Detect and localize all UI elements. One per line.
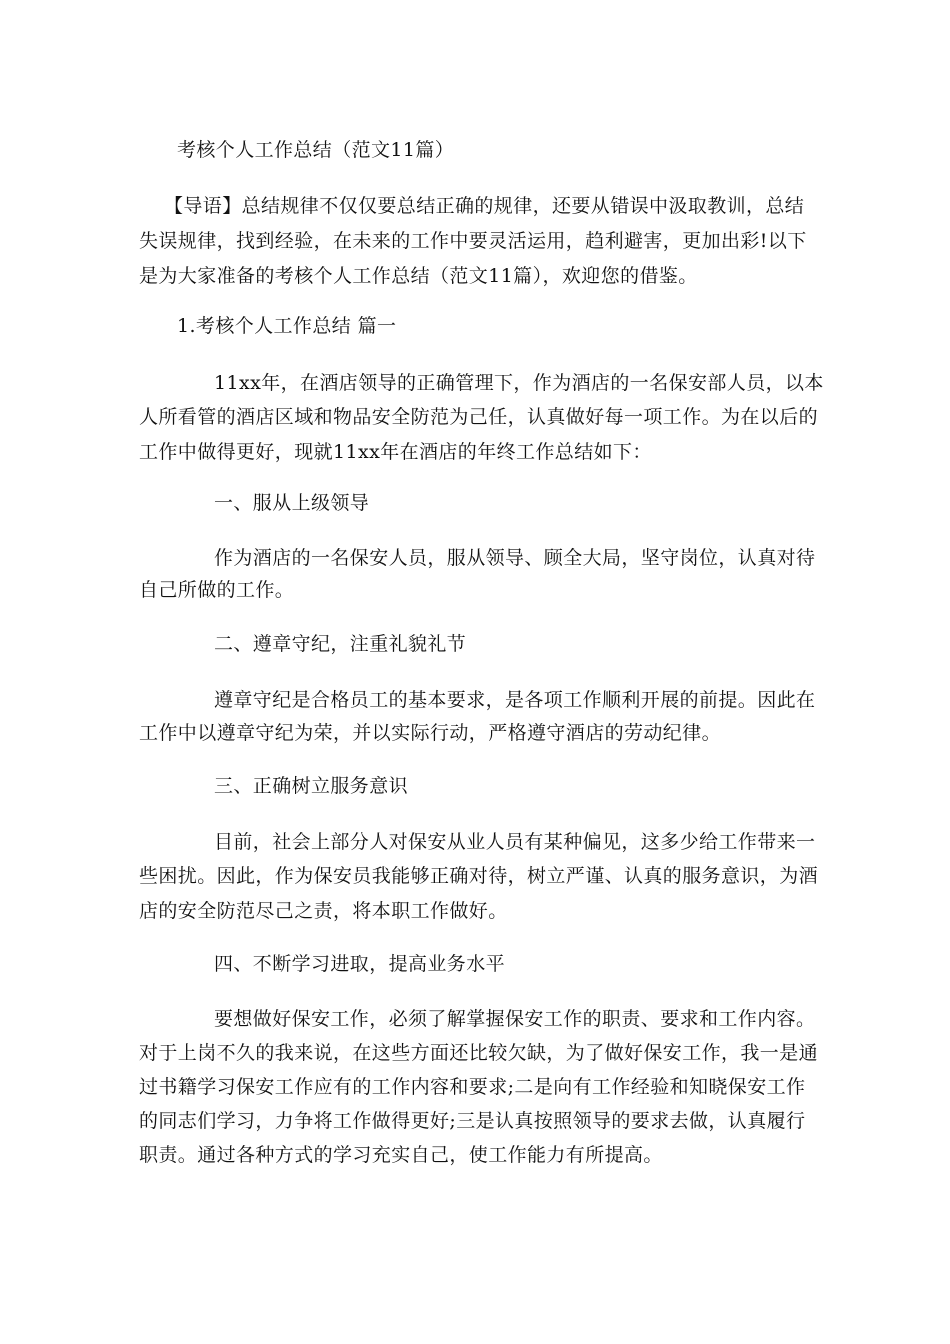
intro-line-2: 失误规律，找到经验，在未来的工作中要灵活运用，趋利避害，更加出彩!以下 [139, 230, 807, 252]
section-heading: 1.考核个人工作总结 篇一 [177, 315, 397, 337]
para5-line-5: 职责。通过各种方式的学习充实自己，使工作能力有所提高。 [139, 1144, 663, 1166]
para5-line-4: 的同志们学习，力争将工作做得更好;三是认真按照领导的要求去做，认真履行 [139, 1110, 806, 1132]
intro-line-3: 是为大家准备的考核个人工作总结（范文11篇），欢迎您的借鉴。 [139, 265, 698, 287]
para1-line-2: 人所看管的酒店区域和物品安全防范为己任，认真做好每一项工作。为在以后的 [139, 406, 819, 428]
para5-line-1: 要想做好保安工作，必须了解掌握保安工作的职责、要求和工作内容。 [214, 1008, 816, 1030]
heading-4: 四、不断学习进取，提高业务水平 [214, 953, 506, 975]
para2-line-1: 作为酒店的一名保安人员，服从领导、顾全大局，坚守岗位，认真对待 [214, 547, 816, 569]
heading-1: 一、服从上级领导 [214, 492, 370, 514]
para5-line-2: 对于上岗不久的我来说，在这些方面还比较欠缺，为了做好保安工作，我一是通 [139, 1042, 819, 1064]
para4-line-1: 目前，社会上部分人对保安从业人员有某种偏见，这多少给工作带来一 [214, 831, 816, 853]
para5-line-3: 过书籍学习保安工作应有的工作内容和要求;二是向有工作经验和知晓保安工作 [139, 1076, 806, 1098]
para4-line-3: 店的安全防范尽己之责，将本职工作做好。 [139, 900, 508, 922]
heading-2: 二、遵章守纪，注重礼貌礼节 [214, 633, 467, 655]
para3-line-1: 遵章守纪是合格员工的基本要求，是各项工作顺利开展的前提。因此在 [214, 689, 816, 711]
para2-line-2: 自己所做的工作。 [139, 579, 295, 601]
heading-3: 三、正确树立服务意识 [214, 775, 409, 797]
para1-line-3: 工作中做得更好，现就11xx年在酒店的年终工作总结如下： [139, 441, 652, 463]
document-title: 考核个人工作总结（范文11篇） [177, 139, 455, 161]
para4-line-2: 些困扰。因此，作为保安员我能够正确对待，树立严谨、认真的服务意识，为酒 [139, 865, 819, 887]
para1-line-1: 11xx年，在酒店领导的正确管理下，作为酒店的一名保安部人员，以本 [214, 372, 824, 394]
intro-line-1: 【导语】总结规律不仅仅要总结正确的规律，还要从错误中汲取教训，总结 [164, 195, 805, 217]
para3-line-2: 工作中以遵章守纪为荣，并以实际行动，严格遵守酒店的劳动纪律。 [139, 722, 722, 744]
